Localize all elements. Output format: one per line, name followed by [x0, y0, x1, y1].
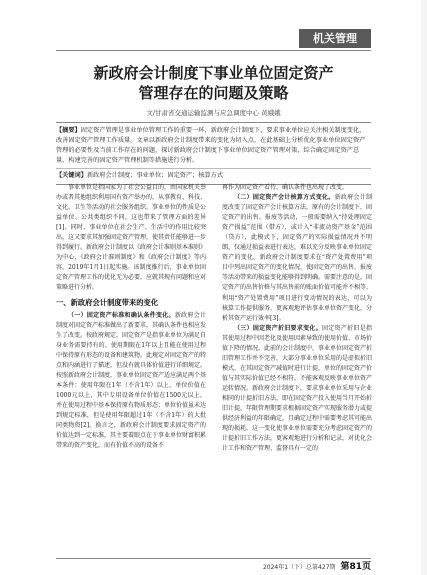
- continuation-paragraph: 再作为固定资产看待，确认条件也出现了改变。: [222, 184, 349, 191]
- page-number: [340, 562, 371, 572]
- page-edge-shadow: [421, 0, 427, 575]
- keywords-text: 新政府会计制度；事业单位；固定资产；核算方式: [86, 172, 224, 179]
- section-heading-1: 一、新政府会计制度带来的变化: [56, 297, 159, 307]
- right-column: [222, 183, 372, 454]
- issue-info: 2024年1（下）总第427期: [262, 564, 336, 571]
- keywords-label: 【关键词】: [56, 172, 87, 179]
- abstract-separator: [56, 168, 371, 169]
- author-byline: 文/甘肃省交通运输监测与应急调度中心 黄娥娥: [146, 109, 281, 117]
- paragraph-standards-text: 新政府会计制度对固定资产标准做出了新要求，其确认条件也相应发生了改变。按政府规定，固定资产是指事业单位为满足自身业务需要持有的、使用期限在1年以上且能在使用过程中保持原有形态的设备和建筑物。此规定对固定资产的特点和内涵进行了描述，但没有就具体价值进行详细规定。按照新政府会计制度，事业单位固定资产适应满足两个基本条件：使用年限在1年（不含1年）以上，单位价值在1000元以上，其中专用设备单位价值在1500元以上，并在使用过程中基本保持原有物质形态；单位价值虽未达到规定标准，但是使用年限超过1年（不含1年）的大批同类物资[2]。换言之，新政府会计制度要求固定资产的价值达到一定标准，其主要着眼点在于事业单位财富积累带来的资产变化，而有价值不高的设备不: [56, 311, 207, 450]
- footer: [263, 559, 371, 572]
- article-title: [56, 63, 371, 103]
- paragraph-accounting-text: 新政府会计制度改变了固定资产会计核算方法。原有的会计制度下，固定资产的出售、报废等活动，一般需要纳入“待处理固定资产损益”范围（借方），或计入“非流动资产基金”范围（贷方），此模式下，固定资产的实际损益情况并不明朗，仅通过损益表进行表达，难以充分反映事业单位固定资产的变化。新政府会计制度要求在“资产处置费用”项目中列出固定资产的变化情况，使固定资产的出售、报废等活动带来的损益变化能够得到明确。需要注意的是，固定资产的出售价格与其出售前的账面价值可能并不相等，利用“资产处置费用”项目进行变动情况的表达，可以为核算工作提供服务，更客观地评估事业单位资产变化，分析其资产运行效率[3]。: [222, 194, 373, 322]
- section-label: 机关管理: [299, 29, 371, 48]
- subheading-2: （二）固定资产会计核算方式变化。: [234, 194, 335, 202]
- page-value: 81: [349, 562, 362, 572]
- abstract-box: [56, 122, 371, 185]
- paragraph-depreciation: [222, 324, 372, 455]
- page-prefix: 第: [340, 562, 350, 572]
- subheading-1: （一）固定资产标准和确认条件变化。: [68, 311, 175, 319]
- page-suffix: 页: [361, 562, 371, 572]
- intro-paragraph: 事业单位是指国家为了社会公益目的，由国家机关举办或者其他组织利用国有资产举办的，从事教育、科技、文化、卫生等活动的社会服务组织。事业单位的性质是公益单位、公共类组织不同，这也带来了管理方面的差异[1]。同时，事业单位在社会生产、生活中的作用比较突出，这又要求其加强固定资产管理，使其责任能够进一步得到履行。新政府会计制度以《政府会计准则基本准则》为中心，《政府会计准则制度》和《政府会计制度》等内容，2019年1月1日起实施。该制度推行后，事业单位固定资产管理工作的优化无为必要，应就其现有问题和应对策略进行分析。: [56, 184, 207, 292]
- abstract-label: 【摘要】: [56, 127, 81, 134]
- abstract-text: 固定资产管理是事业单位管理工作的重要一环，新政府会计制度下，要求事业单位应关注相关制度变化，改善固定资产管理工作质量。文章以新政府会计制度带来的变化为切入点，在此基础上分析优化事业单位固定资产管理的必要性及当前工作存在的问题，探讨新政府会计制度下事业单位固定资产管理对策，综合确定固定资产总量，构建完善的固定资产管理机制等措施进行分析。: [56, 127, 366, 164]
- title-line-1: 新政府会计制度下事业单位固定资产: [93, 64, 334, 82]
- left-column: [56, 183, 206, 451]
- paragraph-standards: [56, 311, 206, 452]
- header-rule: [56, 50, 371, 51]
- subheading-3: （三）固定资产折旧要求变化。: [234, 324, 322, 332]
- title-line-2: 管理存在的问题及策略: [138, 84, 289, 102]
- paragraph-accounting: [222, 193, 372, 324]
- paragraph-depreciation-text: 固定资产折旧是指其使用过程中因老化及使用因素导致的使用价值、市场价值下降的情况。此前的会计制度中，事业单位固定资产折旧管理工作并不完善，大部分事业单位采用的是虚拟折旧模式，在其固定资产减值时进行计提，单位的固定资产价值与其实际价值已经不相符，不能客观反映事业单位资产运转情况。新政府会计制度下，要求事业单位采用与企业相同的计提折旧方法，即在固定资产投入使用当月开始折旧计提，年限管理期要求根据固定资产实现服务潜力或提供经济利益的年限确定，且确定过程中需要考虑其可能出现的损耗。这一变化使事业单位需要充分考虑固定资产的计提折旧工作方法，更客观地进行分析和记录，对优化会计工作和资产管理、监督具有一定的: [222, 324, 373, 453]
- abstract: [56, 126, 371, 166]
- keywords: [56, 171, 371, 181]
